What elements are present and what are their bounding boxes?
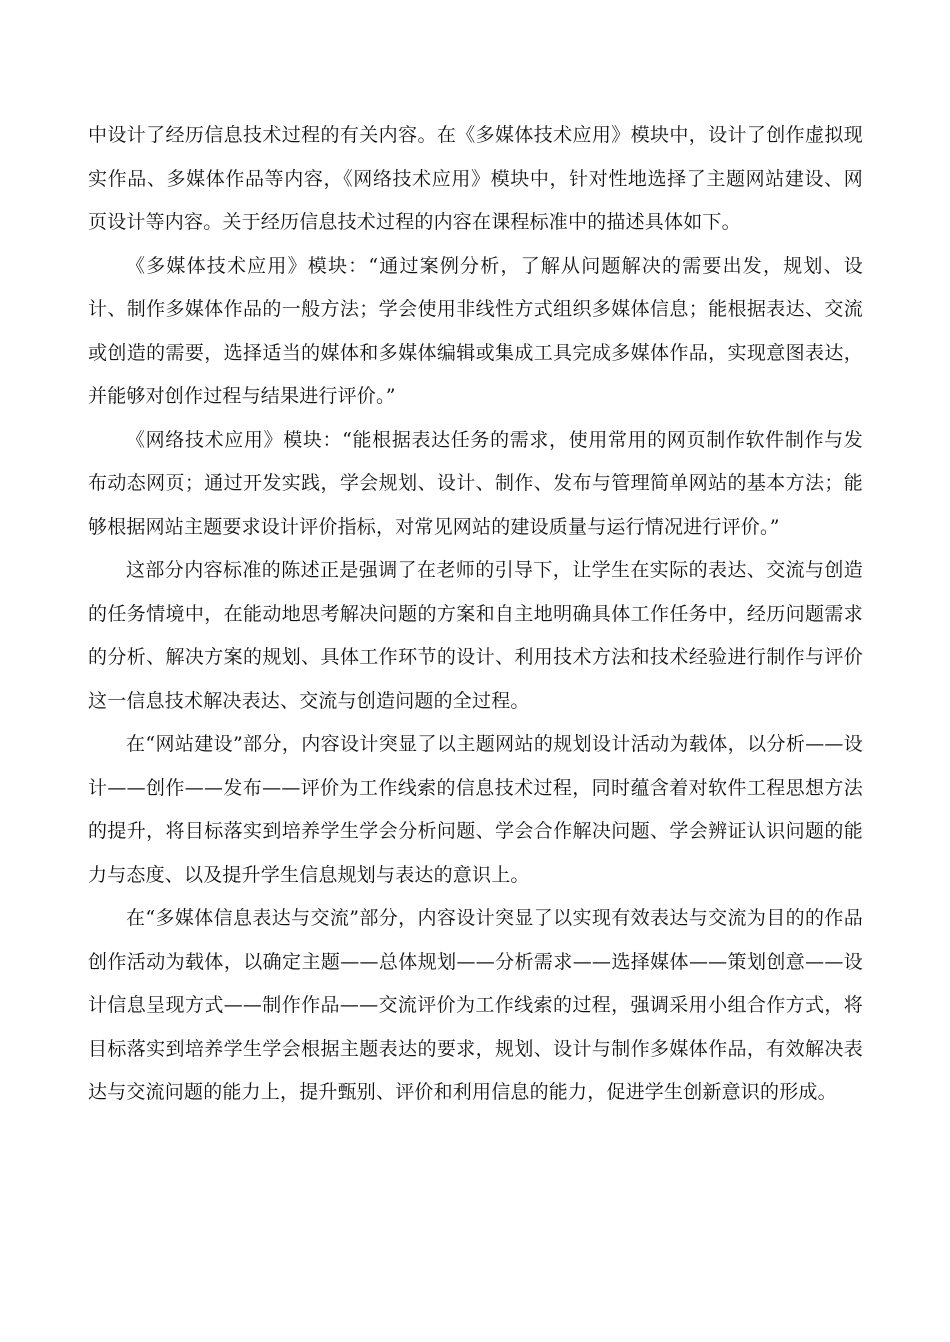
paragraph-content-standard: 这部分内容标准的陈述正是强调了在老师的引导下，让学生在实际的表达、交流与创造的任务情境中，在能动地思考解决问题的方案和自主地明确具体工作任务中，经历问题需求的分析、解决方案的规划、具体工作环节的设计、利用技术方法和技术经验进行制作与评价这一信息技术解决表达、交流与创造问题的全过程。 [88,559,863,712]
paragraph-continuation: 中设计了经历信息技术过程的有关内容。在《多媒体技术应用》模块中，设计了创作虚拟现实作品、多媒体作品等内容，《网络技术应用》模块中，针对性地选择了主题网站建设、网页设计等内容。关于经历信息技术过程的内容在课程标准中的描述具体如下。 [88,124,863,233]
paragraph-multimedia-expression: 在“多媒体信息表达与交流”部分，内容设计突显了以实现有效表达与交流为目的的作品创作活动为载体，以确定主题——总体规划——分析需求——选择媒体——策划创意——设计信息呈现方式——制作作品——交流评价为工作线索的过程，强调采用小组合作方式，将目标落实到培养学生学会根据主题表达的要求，规划、设计与制作多媒体作品，有效解决表达与交流问题的能力上，提升甄别、评价和利用信息的能力，促进学生创新意识的形成。 [88,907,863,1103]
paragraph-network-module: 《网络技术应用》模块：“能根据表达任务的需求，使用常用的网页制作软件制作与发布动态网页；通过开发实践，学会规划、设计、制作、发布与管理简单网站的基本方法；能够根据网站主题要求设计评价指标，对常见网站的建设质量与运行情况进行评价。” [88,428,863,538]
paragraph-website-construction: 在“网站建设”部分，内容设计突显了以主题网站的规划设计活动为载体，以分析——设计——创作——发布——评价为工作线索的信息技术过程，同时蕴含着对软件工程思想方法的提升，将目标落实到培养学生学会分析问题、学会合作解决问题、学会辨证认识问题的能力与态度、以及提升学生信息规划与表达的意识上。 [88,733,863,886]
document-body [88,114,863,1115]
paragraph-multimedia-module: 《多媒体技术应用》模块：“通过案例分析，了解从问题解决的需要出发，规划、设计、制作多媒体作品的一般方法；学会使用非线性方式组织多媒体信息；能根据表达、交流或创造的需要，选择适当的媒体和多媒体编辑或集成工具完成多媒体作品，实现意图表达，并能够对创作过程与结果进行评价。” [88,254,863,407]
